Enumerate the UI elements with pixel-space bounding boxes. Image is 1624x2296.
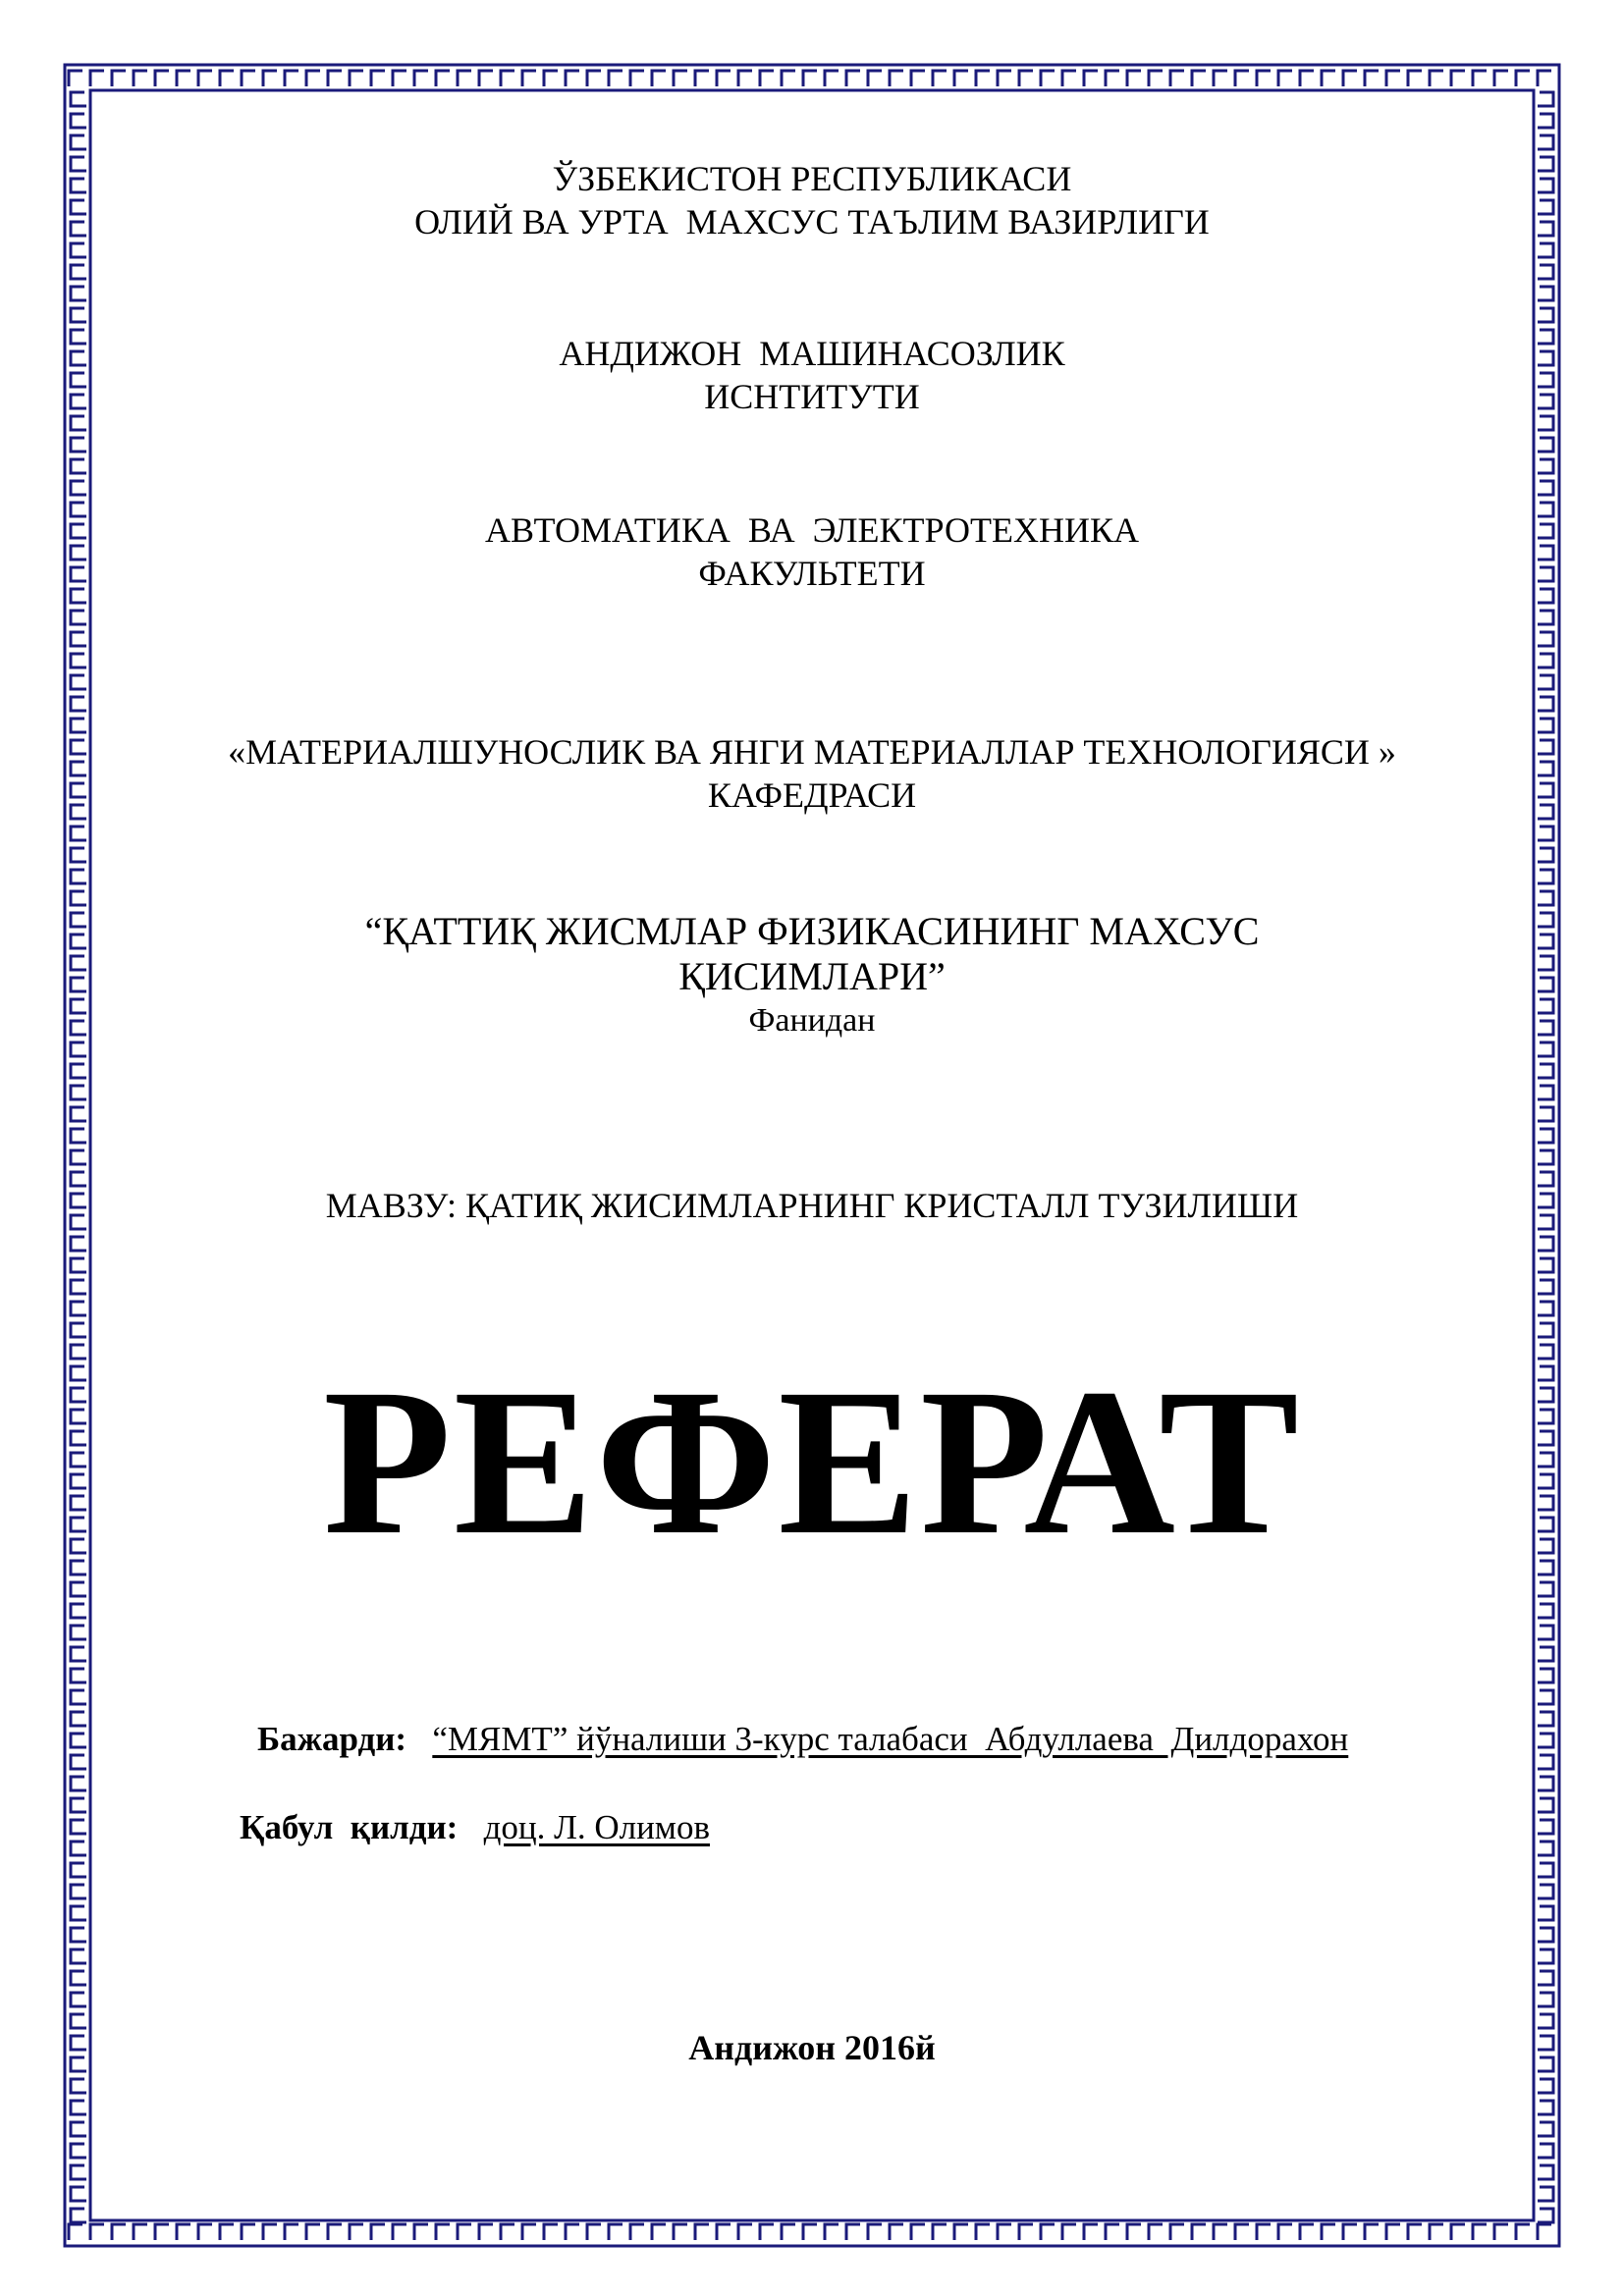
ministry-heading	[147, 157, 1477, 243]
faculty-line-1: АВТОМАТИКА ВА ЭЛЕКТРОТЕХНИКА	[485, 510, 1139, 550]
accepted-by-value: доц. Л. Олимов	[483, 1808, 710, 1846]
institute-heading	[147, 332, 1477, 418]
place-and-year: Андижон 2016й	[688, 2028, 936, 2067]
institute-line-2: ИСНТИТУТИ	[704, 377, 920, 416]
discipline-line-2: ҚИСИМЛАРИ”	[678, 954, 946, 998]
faculty-heading	[147, 508, 1477, 595]
department-line-2: КАФЕДРАСИ	[707, 775, 917, 815]
accepted-by-label: Қабул қилди:	[240, 1808, 459, 1846]
discipline-heading	[147, 909, 1477, 1042]
department-heading	[147, 730, 1477, 817]
faculty-line-2: ФАКУЛЬТЕТИ	[698, 554, 926, 593]
performed-by-row	[257, 1718, 1348, 1761]
accepted-by-row	[240, 1806, 710, 1849]
document-genre-title: РЕФЕРАТ	[323, 1346, 1301, 1578]
performed-by-label: Бажарди:	[257, 1720, 407, 1758]
discipline-subject-label: Фанидан	[748, 1002, 876, 1039]
ministry-line-2: ОЛИЙ ВА УРТА МАХСУС ТАЪЛИМ ВАЗИРЛИГИ	[414, 202, 1210, 241]
discipline-line-1: “ҚАТТИҚ ЖИСМЛАР ФИЗИКАСИНИНГ МАХСУС	[364, 909, 1260, 953]
performed-by-value: “МЯМТ” йўналиши 3-курс талабаси Абдуллаева Дилдорахон	[432, 1720, 1349, 1758]
department-line-1: «МАТЕРИАЛШУНОСЛИК ВА ЯНГИ МАТЕРИАЛЛАР ТЕХНОЛОГИЯСИ »	[228, 732, 1396, 772]
topic-line	[147, 1184, 1477, 1227]
institute-line-1: АНДИЖОН МАШИНАСОЗЛИК	[559, 334, 1065, 373]
ministry-line-1: ЎЗБЕКИСТОН РЕСПУБЛИКАСИ	[552, 159, 1072, 198]
topic-text: МАВЗУ: ҚАТИҚ ЖИСИМЛАРНИНГ КРИСТАЛЛ ТУЗИЛИШИ	[325, 1186, 1299, 1225]
